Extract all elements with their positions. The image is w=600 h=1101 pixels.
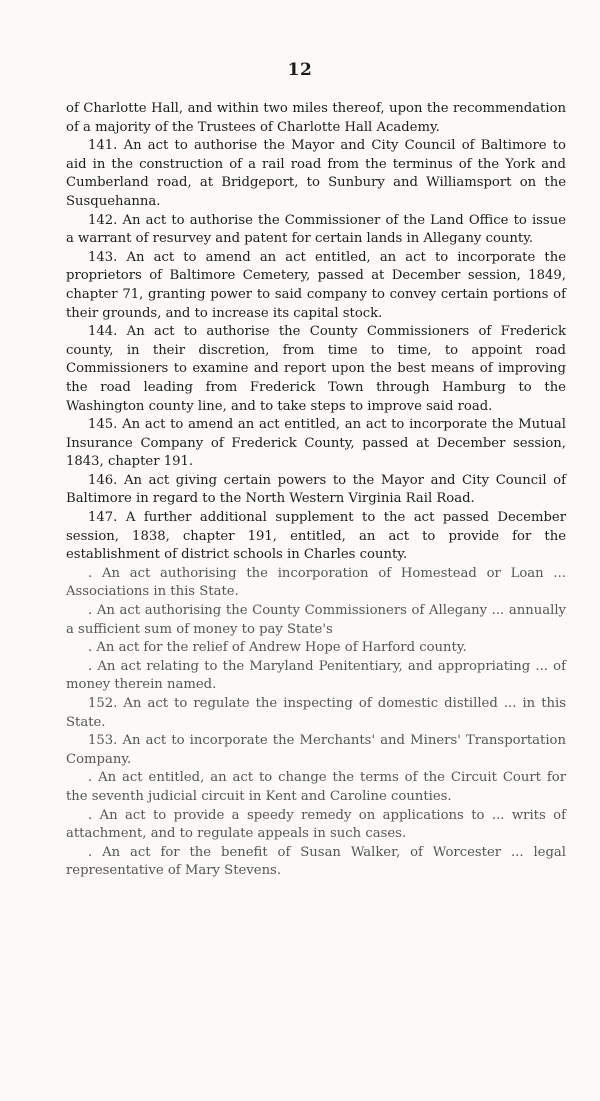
act-paragraph: 145. An act to amend an act entitled, an act to incorporate the Mutual Insurance Company of Frederick County, passed at December session, 1843, chapter 191.: [66, 417, 566, 470]
continued-paragraph: of Charlotte Hall, and within two miles thereof, upon the recommendation of a majority of the Trustees of Charlotte Hall Academy.: [66, 101, 566, 135]
act-paragraph: . An act entitled, an act to change the terms of the Circuit Court for the seventh judicial circuit in Kent and Caroline counties.: [66, 770, 566, 804]
page-number: 12: [287, 60, 313, 80]
act-paragraph: . An act authorising the incorporation of Homestead or Loan ... Associations in this State.: [66, 565, 566, 600]
act-paragraph: 141. An act to authorise the Mayor and City Council of Baltimore to aid in the construction of a rail road from the terminus of the York and Cumberland road, at Bridgeport, to Sunbury and Williamsport on the Susquehanna.: [66, 138, 566, 209]
act-paragraph: 147. A further additional supplement to the act passed December session, 1838, chapter 191, entitled, an act to provide for the establishment of district schools in Charles county.: [66, 510, 566, 563]
act-paragraph: 144. An act to authorise the County Commissioners of Frederick county, in their discretion, from time to time, to appoint road Commissioners to examine and report upon the best means of improving the road leading from Frederick Town through Hamburg to the Washington county line, and to take steps to improve said road.: [66, 324, 566, 414]
act-paragraph: . An act for the relief of Andrew Hope of Harford county.: [88, 640, 467, 656]
act-paragraph: 142. An act to authorise the Commissioner of the Land Office to issue a warrant of resurvey and patent for certain lands in Allegany county.: [66, 212, 566, 247]
document-body: [66, 100, 566, 881]
act-paragraph: 152. An act to regulate the inspecting of domestic distilled ... in this State.: [66, 696, 566, 730]
act-paragraph: . An act for the benefit of Susan Walker, of Worcester ... legal representative of Mary Stevens.: [66, 844, 566, 879]
act-paragraph: 153. An act to incorporate the Merchants' and Miners' Transportation Company.: [66, 733, 566, 767]
act-paragraph: . An act relating to the Maryland Penitentiary, and appropriating ... of money therein named.: [66, 658, 566, 693]
act-paragraph: 146. An act giving certain powers to the Mayor and City Council of Baltimore in regard to the North Western Virginia Rail Road.: [66, 472, 566, 507]
act-paragraph: . An act authorising the County Commissioners of Allegany ... annually a sufficient sum of money to pay State's: [66, 603, 566, 637]
act-paragraph: 143. An act to amend an act entitled, an act to incorporate the proprietors of Baltimore Cemetery, passed at December session, 1849, chapter 71, granting power to said company to convey certain portions of their grounds, and to increase its capital stock.: [66, 249, 566, 321]
act-paragraph: . An act to provide a speedy remedy on applications to ... writs of attachment, and to regulate appeals in such cases.: [66, 807, 566, 842]
